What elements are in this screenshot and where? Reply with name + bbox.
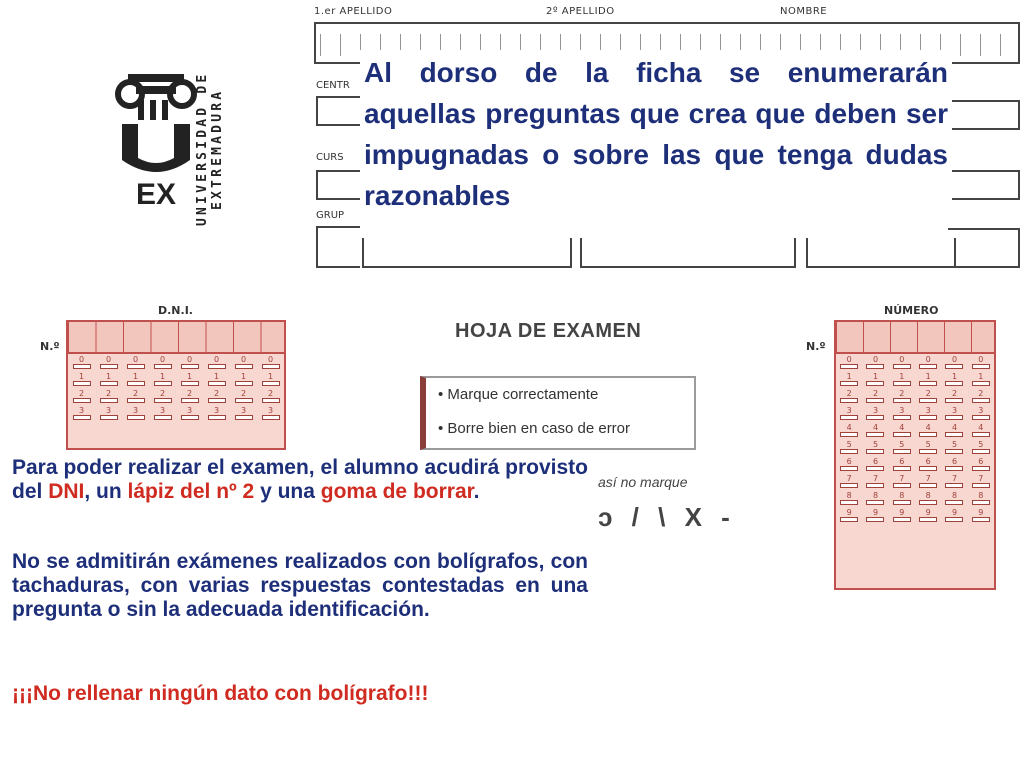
numero-rows (836, 354, 994, 524)
logo-text: EX (135, 178, 177, 210)
centro-field[interactable] (316, 96, 360, 126)
paragraph-restrictions: No se admitirán exámenes realizados con bolígrafos, con tachaduras, con varias respuestas contestadas en una pregunta o sin la adecuada identificación. (12, 550, 588, 621)
digit-bubble[interactable]: 1 (915, 371, 941, 388)
label-nombre: NOMBRE (780, 6, 828, 17)
digit-bubble[interactable]: 3 (95, 405, 122, 422)
digit-bubble[interactable]: 3 (122, 405, 149, 422)
digit-bubble[interactable]: 9 (968, 507, 994, 524)
digit-bubble[interactable]: 0 (122, 354, 149, 371)
para1-dni: DNI (48, 480, 85, 503)
digit-bubble[interactable]: 0 (230, 354, 257, 371)
para1-text-2: , un (84, 480, 128, 503)
grupo-field[interactable] (316, 226, 360, 268)
digit-bubble[interactable]: 9 (915, 507, 941, 524)
digit-bubble[interactable]: 4 (968, 422, 994, 439)
digit-bubble[interactable]: 5 (836, 439, 862, 456)
digit-bubble[interactable]: 7 (889, 473, 915, 490)
digit-bubble[interactable]: 1 (68, 371, 95, 388)
digit-bubble[interactable]: 0 (149, 354, 176, 371)
digit-bubble[interactable]: 1 (257, 371, 284, 388)
digit-bubble[interactable]: 7 (941, 473, 967, 490)
label-apellido2: 2º APELLIDO (546, 6, 615, 17)
hoja-examen-title: HOJA DE EXAMEN (455, 320, 642, 342)
para1-text-3: y una (254, 480, 321, 503)
digit-bubble[interactable]: 4 (889, 422, 915, 439)
digit-bubble[interactable]: 7 (915, 473, 941, 490)
instruction-1: • Marque correctamente (438, 386, 599, 403)
digit-bubble[interactable]: 1 (862, 371, 888, 388)
digit-bubble[interactable]: 2 (889, 388, 915, 405)
digit-bubble[interactable]: 3 (889, 405, 915, 422)
digit-bubble[interactable]: 3 (68, 405, 95, 422)
digit-bubble[interactable]: 7 (968, 473, 994, 490)
digit-bubble[interactable]: 2 (176, 388, 203, 405)
digit-bubble[interactable]: 2 (203, 388, 230, 405)
digit-bubble[interactable]: 8 (941, 490, 967, 507)
digit-bubble[interactable]: 8 (915, 490, 941, 507)
dni-n-label: N.º (40, 340, 60, 353)
digit-bubble[interactable]: 4 (862, 422, 888, 439)
digit-bubble[interactable]: 2 (257, 388, 284, 405)
paragraph-warning: ¡¡¡No rellenar ningún dato con bolígrafo!!! (12, 682, 429, 705)
digit-bubble[interactable]: 3 (968, 405, 994, 422)
digit-bubble[interactable]: 9 (941, 507, 967, 524)
digit-bubble[interactable]: 2 (230, 388, 257, 405)
right-field-3[interactable] (948, 228, 1020, 268)
dni-grid[interactable] (66, 320, 286, 450)
digit-bubble[interactable]: 0 (915, 354, 941, 371)
paragraph-requirements (12, 456, 588, 504)
para1-text-1: Para poder realizar el examen, el alumno acudirá provisto del (12, 456, 588, 503)
digit-bubble[interactable]: 3 (862, 405, 888, 422)
digit-bubble[interactable]: 2 (122, 388, 149, 405)
label-apellido1: 1.er APELLIDO (314, 6, 393, 17)
digit-bubble[interactable]: 0 (68, 354, 95, 371)
bottom-field-3[interactable] (806, 238, 956, 268)
digit-bubble[interactable]: 0 (889, 354, 915, 371)
digit-bubble[interactable]: 6 (836, 456, 862, 473)
digit-bubble[interactable]: 8 (968, 490, 994, 507)
digit-bubble[interactable]: 0 (203, 354, 230, 371)
label-centro: CENTR (316, 80, 350, 91)
numero-grid[interactable] (834, 320, 996, 590)
right-field-1[interactable] (948, 100, 1020, 130)
digit-bubble[interactable]: 3 (941, 405, 967, 422)
bottom-field-2[interactable] (580, 238, 796, 268)
dni-grid-header (68, 322, 284, 354)
digit-bubble[interactable]: 0 (176, 354, 203, 371)
digit-bubble[interactable]: 3 (257, 405, 284, 422)
digit-bubble[interactable]: 2 (95, 388, 122, 405)
digit-bubble[interactable]: 2 (941, 388, 967, 405)
para1-lapiz: lápiz del nº 2 (127, 480, 255, 503)
digit-bubble[interactable]: 4 (941, 422, 967, 439)
digit-bubble[interactable]: 1 (230, 371, 257, 388)
digit-bubble[interactable]: 5 (968, 439, 994, 456)
numero-grid-header (836, 322, 994, 354)
digit-bubble[interactable]: 7 (836, 473, 862, 490)
digit-bubble[interactable]: 1 (889, 371, 915, 388)
digit-bubble[interactable]: 2 (836, 388, 862, 405)
digit-bubble[interactable]: 4 (915, 422, 941, 439)
label-grupo: GRUP (316, 210, 345, 221)
digit-bubble[interactable]: 6 (968, 456, 994, 473)
asi-no-marque: así no marque (598, 474, 688, 490)
digit-bubble[interactable]: 3 (176, 405, 203, 422)
digit-bubble[interactable]: 2 (862, 388, 888, 405)
instructions-box (420, 376, 696, 450)
digit-bubble[interactable]: 2 (915, 388, 941, 405)
digit-bubble[interactable]: 5 (915, 439, 941, 456)
digit-bubble[interactable]: 5 (862, 439, 888, 456)
para1-text-4: . (473, 480, 480, 503)
digit-bubble[interactable]: 3 (915, 405, 941, 422)
digit-bubble[interactable]: 1 (836, 371, 862, 388)
digit-bubble[interactable]: 0 (862, 354, 888, 371)
digit-bubble[interactable]: 6 (915, 456, 941, 473)
para1-goma: goma de borrar (320, 480, 474, 503)
university-name: UNIVERSIDAD DE EXTREMADURA (195, 71, 225, 227)
dni-label: D.N.I. (158, 304, 193, 317)
digit-bubble[interactable]: 1 (122, 371, 149, 388)
digit-bubble[interactable]: 1 (941, 371, 967, 388)
digit-bubble[interactable]: 3 (836, 405, 862, 422)
digit-bubble[interactable]: 2 (149, 388, 176, 405)
digit-bubble[interactable]: 0 (95, 354, 122, 371)
digit-bubble[interactable]: 5 (941, 439, 967, 456)
dni-rows (68, 354, 284, 422)
digit-bubble[interactable]: 4 (836, 422, 862, 439)
digit-bubble[interactable]: 9 (862, 507, 888, 524)
uex-logo (108, 60, 198, 210)
instruction-2: • Borre bien en caso de error (438, 420, 631, 437)
digit-bubble[interactable]: 0 (836, 354, 862, 371)
digit-bubble[interactable]: 0 (968, 354, 994, 371)
bad-marks-example: ↄ / \ X - (598, 502, 736, 532)
digit-bubble[interactable]: 6 (941, 456, 967, 473)
digit-bubble[interactable]: 9 (836, 507, 862, 524)
digit-bubble[interactable]: 1 (968, 371, 994, 388)
digit-bubble[interactable]: 0 (257, 354, 284, 371)
digit-bubble[interactable]: 6 (862, 456, 888, 473)
digit-bubble[interactable]: 9 (889, 507, 915, 524)
digit-bubble[interactable]: 6 (889, 456, 915, 473)
curso-field[interactable] (316, 170, 360, 200)
digit-bubble[interactable]: 3 (149, 405, 176, 422)
digit-bubble[interactable]: 2 (68, 388, 95, 405)
digit-bubble[interactable]: 1 (149, 371, 176, 388)
digit-bubble[interactable]: 8 (862, 490, 888, 507)
digit-bubble[interactable]: 5 (889, 439, 915, 456)
label-curso: CURS (316, 152, 344, 163)
bottom-field-1[interactable] (362, 238, 572, 268)
digit-bubble[interactable]: 7 (862, 473, 888, 490)
digit-bubble[interactable]: 0 (941, 354, 967, 371)
numero-label: NÚMERO (884, 304, 939, 317)
digit-bubble[interactable]: 1 (203, 371, 230, 388)
digit-bubble[interactable]: 3 (230, 405, 257, 422)
digit-bubble[interactable]: 8 (889, 490, 915, 507)
right-field-2[interactable] (948, 170, 1020, 200)
digit-bubble[interactable]: 1 (95, 371, 122, 388)
digit-bubble[interactable]: 8 (836, 490, 862, 507)
digit-bubble[interactable]: 1 (176, 371, 203, 388)
callout-text: Al dorso de la ficha se enumerarán aquellas preguntas que crea que deben ser impugnadas o sobre las que tenga dudas razonables (360, 50, 952, 218)
digit-bubble[interactable]: 3 (203, 405, 230, 422)
digit-bubble[interactable]: 2 (968, 388, 994, 405)
numero-n-label: N.º (806, 340, 826, 353)
